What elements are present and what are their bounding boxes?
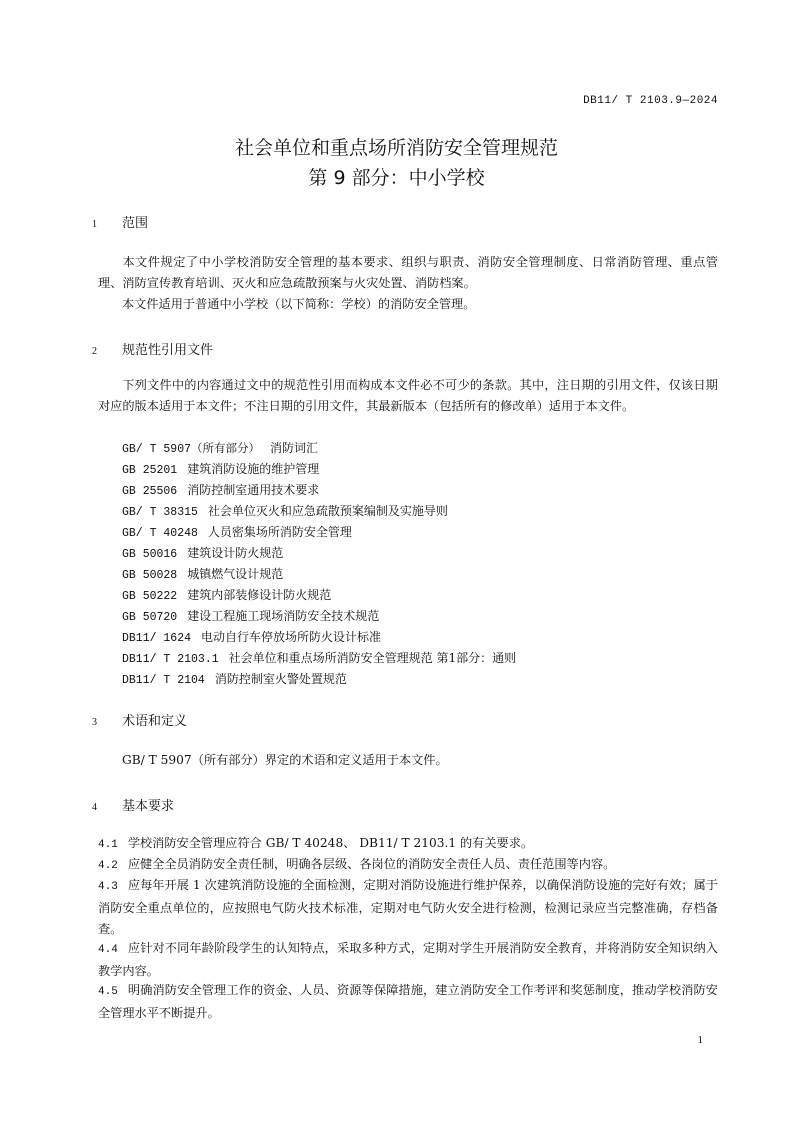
reference-item: GB/ T 38315 社会单位灭火和应急疏散预案编制及实施导则 bbox=[122, 504, 448, 519]
requirement-item: 4.4 应针对不同年龄阶段学生的认知特点，采取多种方式，定期对学生开展消防安全教育，并将消防安全知识纳入教学内容。 bbox=[98, 941, 718, 978]
section-title: 规范性引用文件 bbox=[122, 343, 214, 358]
scope-paragraph: 本文件规定了中小学校消防安全管理的基本要求、组织与职责、消防安全管理制度、日常消防管理、重点管理、消防宣传教育培训、灭火和应急疏散预案与火灾处置、消防档案。 bbox=[98, 255, 718, 290]
requirement-item: 4.2 应健全全员消防安全责任制，明确各层级、各岗位的消防安全责任人员、责任范围等内容。 bbox=[98, 857, 616, 872]
reference-item: GB 50028 城镇燃气设计规范 bbox=[122, 567, 284, 582]
section-number: 1 bbox=[92, 219, 97, 230]
terms-paragraph: GB/ T 5907（所有部分）界定的术语和定义适用于本文件。 bbox=[122, 753, 448, 767]
requirement-item: 4.1 学校消防安全管理应符合 GB/ T 40248、 DB11/ T 2103.1 的有关要求。 bbox=[98, 836, 534, 851]
section-number: 4 bbox=[92, 802, 97, 813]
scope-paragraph: 本文件适用于普通中小学校（以下简称：学校）的消防安全管理。 bbox=[122, 297, 476, 311]
section-title: 范围 bbox=[122, 216, 149, 231]
section-heading-basic-requirements bbox=[92, 795, 174, 814]
section-number: 3 bbox=[92, 717, 97, 728]
section-heading-terms bbox=[92, 710, 187, 729]
reference-list bbox=[122, 438, 516, 690]
requirement-item: 4.5 明确消防安全管理工作的资金、人员、资源等保障措施，建立消防安全工作考评和奖惩制度，推动学校消防安全管理水平不断提升。 bbox=[98, 983, 718, 1020]
reference-item: GB/ T 5907（所有部分） 消防词汇 bbox=[122, 441, 319, 456]
reference-item: GB 50222 建筑内部装修设计防火规范 bbox=[122, 588, 332, 603]
reference-item: GB 50720 建设工程施工现场消防安全技术规范 bbox=[122, 609, 380, 624]
reference-item: DB11/ T 2104 消防控制室火警处置规范 bbox=[122, 672, 347, 687]
section-heading-scope bbox=[92, 212, 148, 231]
reference-item: DB11/ 1624 电动自行车停放场所防火设计标准 bbox=[122, 630, 382, 645]
document-title: 社会单位和重点场所消防安全管理规范 bbox=[234, 137, 558, 159]
references-intro: 下列文件中的内容通过文中的规范性引用而构成本文件必不可少的条款。其中，注日期的引用文件，仅该日期对应的版本适用于本文件；不注日期的引用文件，其最新版本（包括所有的修改单）适用于本文件。 bbox=[98, 378, 718, 413]
document-code: DB11/ T 2103.9—2024 bbox=[583, 95, 718, 107]
reference-item: GB 25201 建筑消防设施的维护管理 bbox=[122, 462, 320, 477]
section-title: 术语和定义 bbox=[122, 714, 188, 729]
document-subtitle: 第 9 部分：中小学校 bbox=[308, 167, 485, 189]
reference-item: GB/ T 40248 人员密集场所消防安全管理 bbox=[122, 525, 352, 540]
reference-item: GB 50016 建筑设计防火规范 bbox=[122, 546, 284, 561]
requirement-item: 4.3 应每年开展 1 次建筑消防设施的全面检测，定期对消防设施进行维护保养，以确保消防设施的完好有效；属于消防安全重点单位的，应按照电气防火技术标准，定期对电气防火安全进行检测，检测记录应当完整准确，存档备查。 bbox=[98, 878, 718, 936]
section-title: 基本要求 bbox=[122, 799, 175, 814]
section-heading-normative-references bbox=[92, 339, 213, 358]
page-number: 1 bbox=[697, 1034, 703, 1046]
section-number: 2 bbox=[92, 346, 97, 357]
reference-item: GB 25506 消防控制室通用技术要求 bbox=[122, 483, 320, 498]
reference-item: DB11/ T 2103.1 社会单位和重点场所消防安全管理规范 第1部分：通则 bbox=[122, 651, 517, 666]
